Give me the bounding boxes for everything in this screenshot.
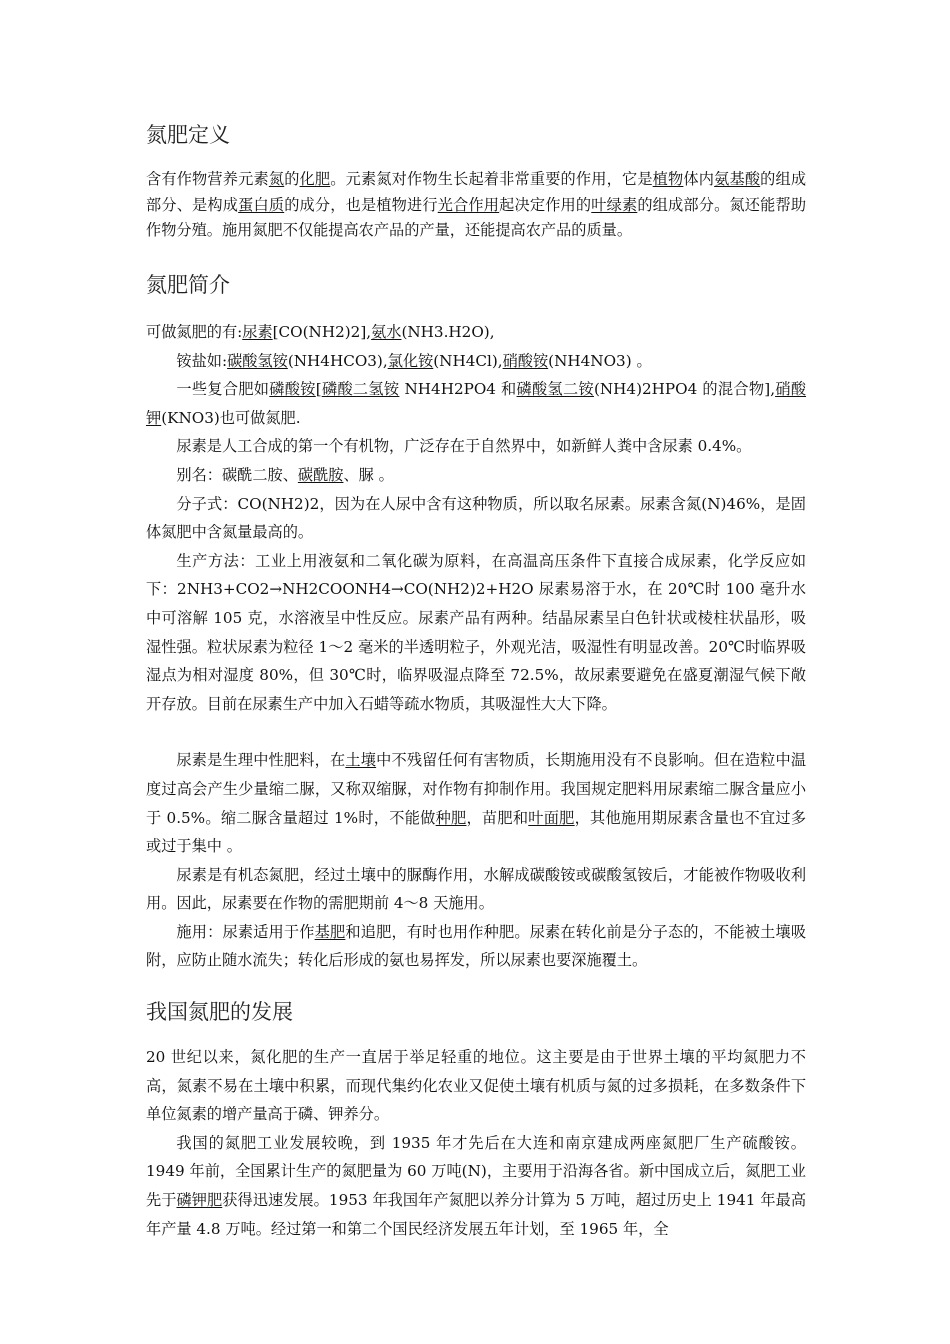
section-definition-body [146,167,806,244]
paragraph: 施用：尿素适用于作基肥和追肥，有时也用作种肥。尿素在转化前是分子态的，不能被土壤吸附，应防止随水流失；转化后形成的氨也易挥发，所以尿素也要深施覆土。 [146,922,807,970]
section-development-body [146,1043,806,1243]
link-chlorophyll[interactable]: 叶绿素 [591,195,638,214]
section-title-development: 我国氮肥的发展 [146,1000,293,1024]
paragraph: 可做氮肥的有:尿素[CO(NH2)2],氨水(NH3.H2O), [146,323,495,341]
link-ammonium-phosphate[interactable]: 磷酸铵 [269,380,316,399]
paragraph: 20 世纪以来，氮化肥的生产一直居于举足轻重的地位。这主要是由于世界土壤的平均氮肥力不高，氮素不易在土壤中积累，而现代集约化农业又促使土壤有机质与氮的过多损耗，在多数条件下单位氮素的增产量高于磷、钾养分。 [146,1048,806,1124]
link-carbamide[interactable]: 碳酰胺 [297,465,344,484]
link-protein[interactable]: 蛋白质 [238,195,285,214]
paragraph: 铵盐如:碳酸氢铵(NH4HCO3),氯化铵(NH4Cl),硝酸铵(NH4NO3) 。 [176,351,652,370]
section-title-definition: 氮肥定义 [146,123,230,147]
link-ammonium-chloride[interactable]: 氯化铵 [387,351,434,370]
link-base-fertilizer[interactable]: 基肥 [314,922,346,941]
link-ammonium-nitrate[interactable]: 硝酸铵 [502,351,549,370]
link-amino-acid[interactable]: 氨基酸 [714,170,761,188]
section-title-introduction: 氮肥简介 [146,273,230,297]
link-plant[interactable]: 植物 [652,170,684,188]
paragraph-gap [146,718,806,746]
link-ammonium-bicarbonate[interactable]: 碳酸氢铵 [227,351,288,370]
paragraph: 尿素是生理中性肥料，在土壤中不残留任何有害物质，长期施用没有不良影响。但在造粒中温度过高会产生少量缩二脲，又称双缩脲，对作物有抑制作用。我国规定肥料用尿素缩二脲含量应小于 0.5%。缩二脲含量超过 1%时，不能做种肥，苗肥和叶面肥，其他施用期尿素含量也不宜过多或过于集中 。 [146,751,807,856]
link-potassium-nitrate[interactable]: 硝酸钾 [146,380,807,427]
paragraph: 别名：碳酰二胺、碳酰胺、脲 。 [176,465,394,484]
link-phosphorus-potassium-fertilizer[interactable]: 磷钾肥 [176,1190,223,1209]
paragraph: 一些复合肥如磷酸铵[磷酸二氢铵 NH4H2PO4 和磷酸氢二铵(NH4)2HPO4 的混合物],硝酸钾(KNO3)也可做氮肥. [146,380,807,427]
link-nitrogen[interactable]: 氮 [268,170,285,188]
link-soil[interactable]: 土壤 [345,751,377,770]
link-ammonia-water[interactable]: 氨水 [371,323,402,341]
link-fertilizer[interactable]: 化肥 [299,170,331,188]
link-diammonium-phosphate[interactable]: 磷酸氢二铵 [516,380,594,399]
paragraph: 分子式：CO(NH2)2，因为在人尿中含有这种物质，所以取名尿素。尿素含氮(N)46%，是固体氮肥中含氮量最高的。 [146,494,806,542]
paragraph: 尿素是人工合成的第一个有机物，广泛存在于自然界中，如新鲜人粪中含尿素 0.4%。 [176,437,752,456]
paragraph: 尿素是有机态氮肥，经过土壤中的脲酶作用，水解成碳酸铵或碳酸氢铵后，才能被作物吸收利用。因此，尿素要在作物的需肥期前 4～8 天施用。 [146,865,806,913]
link-urea[interactable]: 尿素 [242,323,273,341]
link-monoammonium-phosphate[interactable]: 磷酸二氢铵 [321,380,400,399]
link-foliar-fertilizer[interactable]: 叶面肥 [528,808,575,827]
paragraph: 含有作物营养元素氮的化肥。元素氮对作物生长起着非常重要的作用，它是植物体内氨基酸的组成部分、是构成蛋白质的成分，也是植物进行光合作用起决定作用的叶绿素的组成部分。氮还能帮助作物分殖。施用氮肥不仅能提高农产品的产量，还能提高农产品的质量。 [146,170,807,239]
paragraph: 生产方法：工业上用液氨和二氧化碳为原料，在高温高压条件下直接合成尿素，化学反应如下：2NH3+CO2→NH2COONH4→CO(NH2)2+H2O 尿素易溶于水，在 20℃时 100 毫升水中可溶解 105 克，水溶液呈中性反应。尿素产品有两种。结晶尿素呈白色针状或棱柱状晶形，吸湿性强。粒状尿素为粒径 1～2 毫米的半透明粒子，外观光洁，吸湿性有明显改善。20℃时临界吸湿点为相对湿度 80%，但 30℃时，临界吸湿点降至 72.5%，故尿素要避免在盛夏潮湿气候下敞开存放。目前在尿素生产中加入石蜡等疏水物质，其吸湿性大大下降。 [146,551,806,713]
paragraph: 我国的氮肥工业发展较晚，到 1935 年才先后在大连和南京建成两座氮肥厂生产硫酸铵。1949 年前，全国累计生产的氮肥量为 60 万吨(N)，主要用于沿海各省。新中国成立后，氮肥工业先于磷钾肥获得迅速发展。1953 年我国年产氮肥以养分计算为 5 万吨，超过历史上 1941 年最高年产量 4.8 万吨。经过第一和第二个国民经济发展五年计划，至 1965 年，全 [146,1133,807,1238]
link-photosynthesis[interactable]: 光合作用 [437,195,500,214]
link-seed-fertilizer[interactable]: 种肥 [435,808,467,827]
section-introduction-body [146,318,806,975]
